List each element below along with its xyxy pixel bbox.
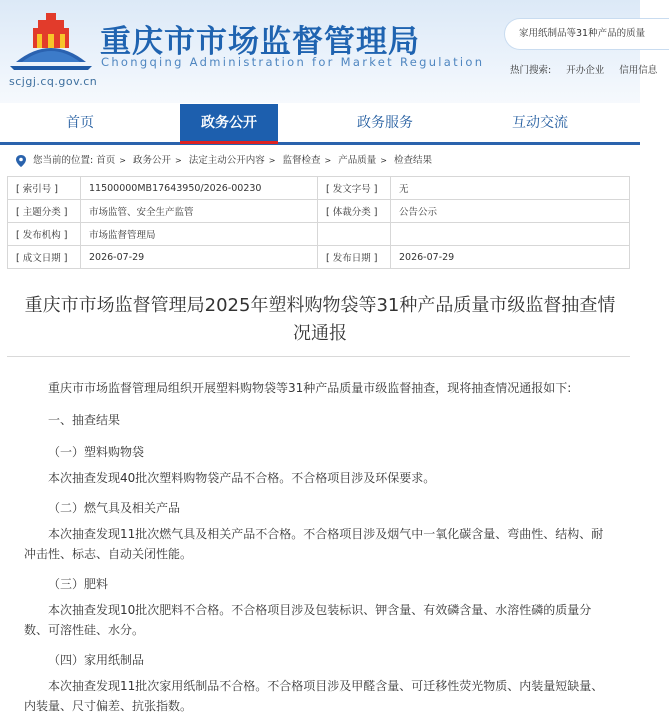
article-title: 重庆市市场监督管理局2025年塑料购物袋等31种产品质量市级监督抽查情况通报 [24, 295, 616, 344]
site-logo-icon[interactable] [8, 10, 94, 72]
chevron-right-icon: > [324, 156, 332, 165]
search-input[interactable]: 家用纸制品等31种产品的质量 [505, 19, 669, 49]
meta-label: [ 发文字号 ] [318, 177, 391, 200]
chevron-right-icon: > [380, 156, 387, 165]
chevron-right-icon: > [119, 156, 126, 165]
location-pin-icon [16, 155, 26, 167]
meta-value: 公告公示 [391, 200, 630, 223]
hot-search-item[interactable]: 开办企业 [566, 65, 605, 76]
nav-interaction[interactable]: 互动交流 [512, 115, 568, 131]
article-paragraph: 本次抽查发现11批次燃气具及相关产品不合格。不合格项目涉及烟气中一氧化碳含量、弯曲性、结构、耐冲击性、标志、自动关闭性能。 [24, 527, 604, 561]
site-header [0, 0, 658, 103]
meta-label: [ 主题分类 ] [8, 200, 81, 223]
site-name-cn: 重庆市市场监督管理局 [100, 24, 420, 60]
article-body [24, 378, 614, 716]
hot-search-item[interactable]: 信用信息 [619, 65, 658, 76]
article-paragraph: 本次抽查发现10批次肥料不合格。不合格项目涉及包装标识、钾含量、有效磷含量、水溶性磷的质量分数、可溶性硅、水分。 [24, 603, 592, 637]
hot-search [510, 62, 669, 76]
subsection-heading: （四）家用纸制品 [48, 653, 145, 667]
meta-value: 2026-07-29 [81, 246, 318, 269]
meta-value: 无 [391, 177, 630, 200]
article-paragraph: 重庆市市场监督管理局组织开展塑料购物袋等31种产品质量市级监督抽查，现将抽查情况通报如下: [48, 381, 572, 395]
meta-value: 市场监督管理局 [81, 223, 318, 246]
hot-search-label: 热门搜索: [510, 65, 552, 76]
main-nav [0, 104, 640, 145]
breadcrumb-item[interactable]: 检查结果 [394, 155, 433, 166]
document-meta-table [7, 176, 630, 269]
nav-home[interactable]: 首页 [66, 115, 94, 131]
article-paragraph: 本次抽查发现40批次塑料购物袋产品不合格。不合格项目涉及环保要求。 [48, 471, 436, 485]
breadcrumb-item[interactable]: 产品质量 [338, 155, 377, 166]
breadcrumb-item[interactable]: 法定主动公开内容 [188, 155, 265, 166]
site-name-en: Chongqing Administration for Market Regulation [101, 55, 485, 69]
subsection-heading: （一）塑料购物袋 [48, 445, 145, 459]
meta-label: [ 发布日期 ] [318, 246, 391, 269]
divider [7, 356, 630, 357]
section-heading: 一、抽查结果 [48, 413, 121, 427]
meta-label: [ 体裁分类 ] [318, 200, 391, 223]
breadcrumb-item[interactable]: 政务公开 [133, 155, 172, 166]
meta-value: 11500000MB17643950/2026-00230 [81, 177, 318, 200]
chevron-right-icon: > [175, 156, 182, 165]
subsection-heading: （三）肥料 [48, 577, 109, 591]
meta-value: 市场监管、安全生产监管 [81, 200, 318, 223]
meta-value: 2026-07-29 [391, 246, 630, 269]
breadcrumb [16, 152, 432, 167]
breadcrumb-prefix: 您当前的位置: [33, 155, 94, 166]
subsection-heading: （二）燃气具及相关产品 [48, 501, 181, 515]
breadcrumb-item[interactable]: 首页 [96, 155, 116, 166]
meta-label: [ 发布机构 ] [8, 223, 81, 246]
nav-gov-affairs[interactable]: 政务公开 [180, 104, 278, 144]
meta-label: [ 索引号 ] [8, 177, 81, 200]
meta-label: [ 成文日期 ] [8, 246, 81, 269]
chevron-right-icon: > [268, 156, 276, 165]
article-paragraph: 本次抽查发现11批次家用纸制品不合格。不合格项目涉及甲醛含量、可迁移性荧光物质、内装量短缺量、内装量、尺寸偏差、抗张指数。 [24, 679, 604, 713]
nav-gov-services[interactable]: 政务服务 [357, 115, 413, 131]
site-domain: scjgj.cq.gov.cn [9, 75, 98, 88]
breadcrumb-item[interactable]: 监督检查 [282, 155, 321, 166]
